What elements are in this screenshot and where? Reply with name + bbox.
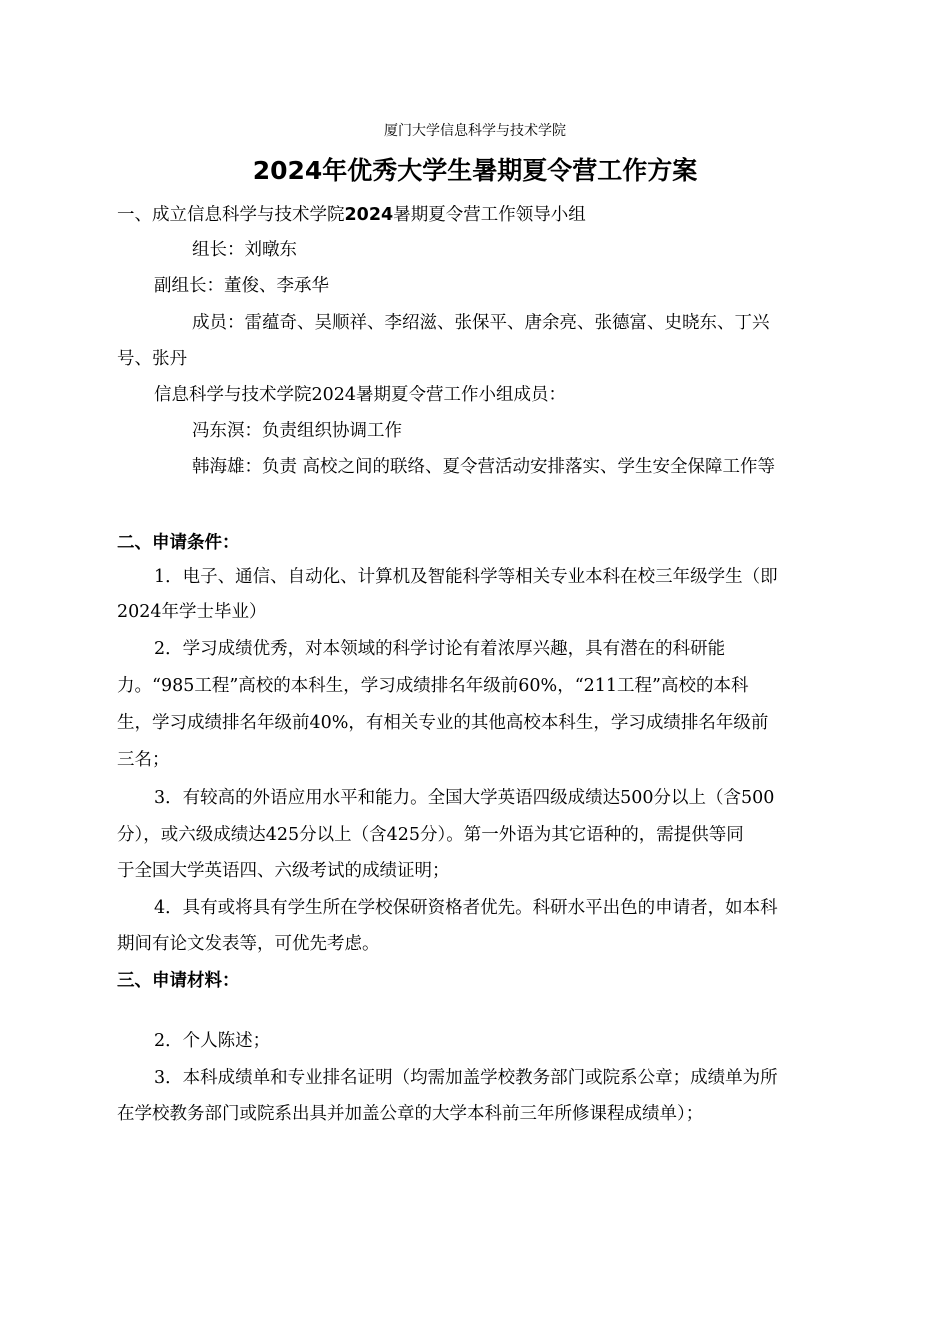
- section1-heading: [117, 203, 586, 227]
- section1-heading-suffix: 暑期夏令营工作领导小组: [393, 205, 586, 225]
- section3-heading: 三、申请材料：: [117, 971, 240, 991]
- condition-2-line-3: 生，学习成绩排名年级前40%，有相关专业的其他高校本科生，学习成绩排名年级前: [117, 713, 769, 733]
- worker-1: 冯东溟：负责组织协调工作: [192, 421, 402, 441]
- condition-1-line-1: 1．电子、通信、自动化、计算机及智能科学等相关专业本科在校三年级学生（即: [154, 567, 778, 587]
- group-leader: 组长：刘暾东: [192, 240, 297, 260]
- condition-3-line-1: 3．有较高的外语应用水平和能力。全国大学英语四级成绩达500分以上（含500: [154, 788, 775, 808]
- section1-heading-year: 2024: [344, 205, 394, 225]
- material-2: 2．个人陈述；: [154, 1031, 271, 1051]
- members-line-1: 成员：雷蕴奇、吴顺祥、李绍滋、张保平、唐余亮、张德富、史晓东、丁兴: [192, 313, 770, 333]
- institution-name: 厦门大学信息科学与技术学院: [384, 123, 566, 139]
- condition-2-line-4: 三名；: [117, 750, 170, 770]
- condition-4-line-1: 4．具有或将具有学生所在学校保研资格者优先。科研水平出色的申请者，如本科: [154, 898, 778, 918]
- page-title: 2024年优秀大学生暑期夏令营工作方案: [252, 156, 698, 185]
- vice-leader: 副组长：董俊、李承华: [154, 276, 329, 296]
- condition-2-line-2: 力。“985工程”高校的本科生，学习成绩排名年级前60%，“211工程”高校的本科: [117, 676, 749, 696]
- section2-heading: 二、申请条件：: [117, 533, 240, 553]
- material-3-line-1: 3．本科成绩单和专业排名证明（均需加盖学校教务部门或院系公章；成绩单为所: [154, 1068, 778, 1088]
- members-line-2: 号、张丹: [117, 349, 187, 369]
- working-group-title: 信息科学与技术学院2024暑期夏令营工作小组成员：: [154, 385, 567, 405]
- condition-1-line-2: 2024年学士毕业）: [117, 602, 267, 622]
- condition-2-line-1: 2．学习成绩优秀，对本领域的科学讨论有着浓厚兴趣，具有潜在的科研能: [154, 639, 726, 659]
- worker-2: 韩海雄：负责 高校之间的联络、夏令营活动安排落实、学生安全保障工作等: [192, 457, 776, 477]
- section1-heading-prefix: 一、成立信息科学与技术学院: [117, 205, 345, 225]
- condition-3-line-3: 于全国大学英语四、六级考试的成绩证明；: [117, 861, 450, 881]
- condition-4-line-2: 期间有论文发表等，可优先考虑。: [117, 934, 380, 954]
- material-3-line-2: 在学校教务部门或院系出具并加盖公章的大学本科前三年所修课程成绩单）；: [117, 1104, 704, 1124]
- condition-3-line-2: 分），或六级成绩达425分以上（含425分）。第一外语为其它语种的，需提供等同: [117, 825, 744, 845]
